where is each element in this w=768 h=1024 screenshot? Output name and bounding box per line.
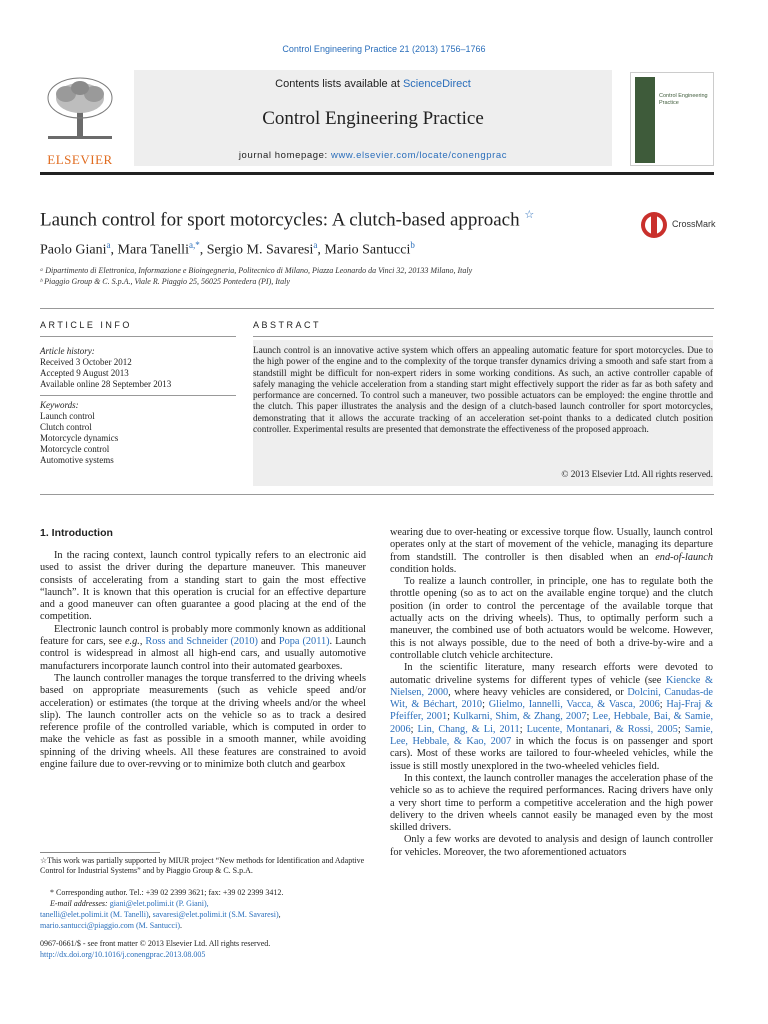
abstract-text: Launch control is an innovative active system which offers an appealing automatic feature for sport motorcycles. Due to the high power of the engine and to the complexity of the torque transfer dynamics driving a smooth and safe start from a standstill might be difficult for non-expert riders in some working conditions. As such, an active controller capable of safely managing the vehicle acceleration from a standing start might effectively support the rider as far as both safety and performance are concerned. To control such a maneuver, two possible actuators can be employed: the engine throttle and the clutch. This paper illustrates the analysis and the design of a clutch-based launch controller for sport motorcycles, demonstrating that it allows the accurate tracking of an acceleration set-point thanks to a dedicated clutch position controller. Experimental results are presented that demonstrate the effectiveness of the proposed approach. — [253, 346, 713, 436]
info-rule — [40, 336, 236, 337]
text-run: e.g. — [124, 636, 140, 648]
intro-paragraph-3: The launch controller manages the torque transferred to the driving wheels based on appropriate measurements (such as vehicle speed and/or acceleration) or estimates (the torque at the driving wheels and/or the wheel slip). The launch controller acts on the vehicle so as to track a desired reference profile of the controlled variable, which is computed in order to make the vehicle as fast as possible in a smooth manner, while avoiding spinning of the driving wheels. All these features are constrained to avoid engine failure due to over-revving or to minimize both clutch and gearbox — [40, 672, 366, 771]
author-2[interactable]: Mara Tanelli — [117, 242, 189, 258]
journal-title: Control Engineering Practice — [262, 108, 484, 129]
citation-ross-schneider[interactable]: Ross and Schneider (2010) — [145, 636, 258, 648]
text-run: , where heavy vehicles are considered, or — [448, 686, 628, 698]
intro-paragraph-5: To realize a launch controller, in principle, one has to regulate both the throttle opening (so as to act on the available engine torque) and the clutch position (in order to control the percentage of the available torque that actually acts on the driving wheels). Thus, to optimally perform such a maneuver, the combined use of both actuators would be welcome. However, this is not always possible, due to the need of both a drive-by-wire and a controllable clutch vehicle architecture. — [390, 576, 713, 661]
author-1[interactable]: Paolo Giani — [40, 242, 107, 258]
history-label: Article history: — [40, 346, 95, 356]
cover-band — [635, 77, 655, 163]
citation-glielmo[interactable]: Glielmo, Iannelli, Vacca, & Vasca, 2006 — [488, 699, 660, 711]
cover-title: Control Engineering Practice — [659, 93, 708, 106]
intro-paragraph-7: In this context, the launch controller manages the acceleration phase of the vehicle so as to achieve the required performances. Racing drivers have only a very short time to perform a competitive acceleration and the high power delivery to the driven wheels cannot easily be managed even by the most skilled drivers. — [390, 772, 713, 834]
email-santucci[interactable]: mario.santucci@piaggio.com (M. Santucci) — [40, 921, 180, 930]
keyword-item: Motorcycle control — [40, 444, 110, 454]
crossmark-badge[interactable] — [640, 210, 716, 240]
text-run: ; — [586, 711, 593, 723]
footnote-emails-2 — [40, 910, 370, 920]
text-run: wearing due to over-heating or excessive torque flow. Usually, launch control operates only at the start of movement of the vehicle, managing its departure from standstill. The controller is then disabled when an — [390, 527, 713, 563]
abstract-copyright: © 2013 Elsevier Ltd. All rights reserved. — [561, 470, 713, 480]
author-4[interactable]: Mario Santucci — [324, 242, 411, 258]
journal-citation-link[interactable]: Control Engineering Practice 21 (2013) 1756–1766 — [282, 44, 486, 54]
issn-line: 0967-0661/$ - see front matter © 2013 Elsevier Ltd. All rights reserved. — [40, 939, 271, 948]
footnote-emails-3 — [40, 921, 370, 931]
citation-dolcini[interactable]: Dolcini, Canudas-de Wit, & Béchart, 2010 — [390, 686, 713, 711]
text-run: ; — [447, 711, 454, 723]
abstract-rule — [253, 336, 713, 337]
abstract-bottom-rule — [40, 494, 714, 495]
keywords-rule — [40, 395, 236, 396]
text-run: condition holds. — [390, 563, 457, 575]
masthead-banner — [134, 70, 612, 166]
abstract-heading: ABSTRACT — [253, 320, 322, 330]
author-4-affil[interactable]: b — [410, 240, 415, 250]
column-left — [40, 550, 366, 771]
text-run: ; — [677, 723, 685, 735]
article-title-text: Launch control for sport motorcycles: A clutch-based approach — [40, 209, 520, 231]
text-run: , — [139, 636, 146, 648]
email-label: E-mail addresses: — [50, 899, 110, 908]
citation-kiencke[interactable]: Kiencke & Nielsen, 2000 — [390, 674, 713, 698]
intro-paragraph-8: Only a few works are devoted to analysis and design of launch controller for vehicles. Moreover, the two aforementioned actuators — [390, 834, 713, 858]
homepage-label: journal homepage: — [238, 150, 331, 161]
citation-samie[interactable]: Samie, Lee, Hebbale, & Kao, 2007 — [390, 723, 713, 748]
author-list: Paolo Giani$^a$, Mara Tanelli$^{a,*}$, Sergio M. Savaresi$^a$, Mario Santucci$^b$ — [40, 240, 415, 258]
email-tanelli[interactable]: tanelli@elet.polimi.it (M. Tanelli) — [40, 910, 149, 919]
text-run: and — [257, 636, 279, 648]
author-1-affil[interactable]: a — [106, 240, 111, 250]
history-received: Received 3 October 2012 — [40, 357, 132, 367]
citation-popa[interactable]: Popa (2011) — [278, 636, 330, 648]
author-3-affil[interactable]: a — [313, 240, 318, 250]
keyword-item: Motorcycle dynamics — [40, 433, 119, 443]
article-title — [40, 208, 620, 231]
intro-paragraph-6 — [390, 662, 713, 773]
text-run: . Launch control is widespread in almost all high-end cars, and usually automotive manufacturers incorporate launch control into their automated gearboxes. — [40, 636, 367, 672]
citation-lin[interactable]: Lin, Chang, & Li, 2011 — [417, 723, 520, 735]
contents-line — [134, 78, 612, 90]
homepage-link[interactable]: www.elsevier.com/locate/conengprac — [330, 150, 508, 161]
keywords-label: Keywords: — [40, 400, 79, 410]
journal-masthead — [40, 70, 714, 166]
history-online: Available online 28 September 2013 — [40, 379, 172, 389]
journal-cover-thumbnail[interactable] — [630, 72, 714, 166]
footnote-emails — [40, 899, 380, 909]
intro-paragraph-2 — [40, 624, 366, 673]
author-3[interactable]: Sergio M. Savaresi — [206, 242, 314, 258]
contents-prefix: Contents lists available at — [275, 78, 403, 90]
text-run: , — [278, 910, 281, 919]
section-heading-introduction: 1. Introduction — [40, 527, 113, 539]
affiliation-a: ᵃ Dipartimento di Elettronica, Informazione e Bioingegneria, Politecnico di Milano, Piazza Leonardo da Vinci 32, 20133 Milano, Italy — [40, 266, 473, 275]
text-run: in which the focus is on passenger and sport cars). Most of these works are tailored to four-wheeled vehicles, while the issue is still mostly unexplored in the two-wheeled vehicles field. — [390, 736, 713, 772]
article-info-heading: ARTICLE INFO — [40, 320, 132, 330]
text-run: ; — [659, 699, 667, 711]
history-accepted: Accepted 9 August 2013 — [40, 368, 129, 378]
footnote-rule — [40, 852, 160, 853]
text-run: ; — [482, 699, 489, 711]
keyword-item: Clutch control — [40, 422, 92, 432]
text-run: In the scientific literature, many research efforts were devoted to automatic driveline systems for different types of vehicle (see — [390, 662, 713, 686]
bottom-identifiers — [40, 938, 370, 960]
citation-lee[interactable]: Lee, Hebbale, Bai, & Samie, 2006 — [390, 711, 714, 735]
crossmark-icon — [640, 210, 668, 240]
citation-haj-fraj[interactable]: Haj-Fraj & Pfeiffer, 2001 — [390, 699, 714, 723]
text-run: . — [180, 921, 182, 930]
journal-homepage — [134, 150, 612, 161]
email-giani[interactable]: giani@elet.polimi.it (P. Giani), — [109, 899, 209, 908]
crossmark-label: CrossMark — [672, 219, 716, 229]
footnote-funding: ☆This work was partially supported by MIUR project “New methods for Identification and Adaptive Control for Industrial Systems” and by Piaggio Group & C. S.p.A. — [40, 856, 365, 875]
text-run: , — [148, 910, 153, 919]
keyword-item: Automotive systems — [40, 455, 114, 465]
title-footnote-mark[interactable]: ☆ — [524, 209, 535, 221]
masthead-divider — [40, 172, 714, 175]
article-info — [40, 346, 236, 466]
sciencedirect-link[interactable]: ScienceDirect — [402, 78, 471, 90]
text-run: ; — [519, 723, 527, 735]
keyword-item: Launch control — [40, 411, 95, 421]
text-run: Electronic launch control is probably more commonly known as additional feature for cars, see — [40, 623, 366, 648]
column-right — [390, 527, 713, 859]
intro-paragraph-4 — [390, 527, 713, 576]
abstract-box — [253, 340, 713, 486]
footnote-corresponding: * Corresponding author. Tel.: +39 02 2399 3621; fax: +39 02 2399 3412. — [50, 888, 284, 897]
elsevier-logo — [40, 74, 120, 166]
text-run: end-of-launch — [655, 551, 713, 563]
citation-lucente[interactable]: Lucente, Montanari, & Rossi, 2005 — [526, 723, 678, 735]
info-top-rule — [40, 308, 714, 309]
author-2-affil[interactable]: a,* — [188, 240, 200, 250]
email-savaresi[interactable]: savaresi@elet.polimi.it (S.M. Savaresi) — [152, 910, 279, 919]
affiliation-b: ᵇ Piaggio Group & C. S.p.A., Viale R. Piaggio 25, 56025 Pontedera (PI), Italy — [40, 277, 290, 286]
citation-kulkarni[interactable]: Kulkarni, Shim, & Zhang, 2007 — [453, 711, 587, 723]
text-run: ; — [410, 723, 418, 735]
publisher-name: ELSEVIER — [47, 152, 113, 167]
elsevier-tree-icon — [44, 76, 116, 140]
intro-paragraph-1: In the racing context, launch control typically refers to an electronic aid used to assist the driver during the departure maneuver. This maneuver consists of accelerating from a standing start to gain the most effective “launch”. It is known that this operation is crucial for an effective departure and a good maneuver can often guarantee a good placing at the end of the competition. — [40, 550, 366, 623]
doi-link[interactable]: http://dx.doi.org/10.1016/j.conengprac.2013.08.005 — [40, 950, 206, 959]
